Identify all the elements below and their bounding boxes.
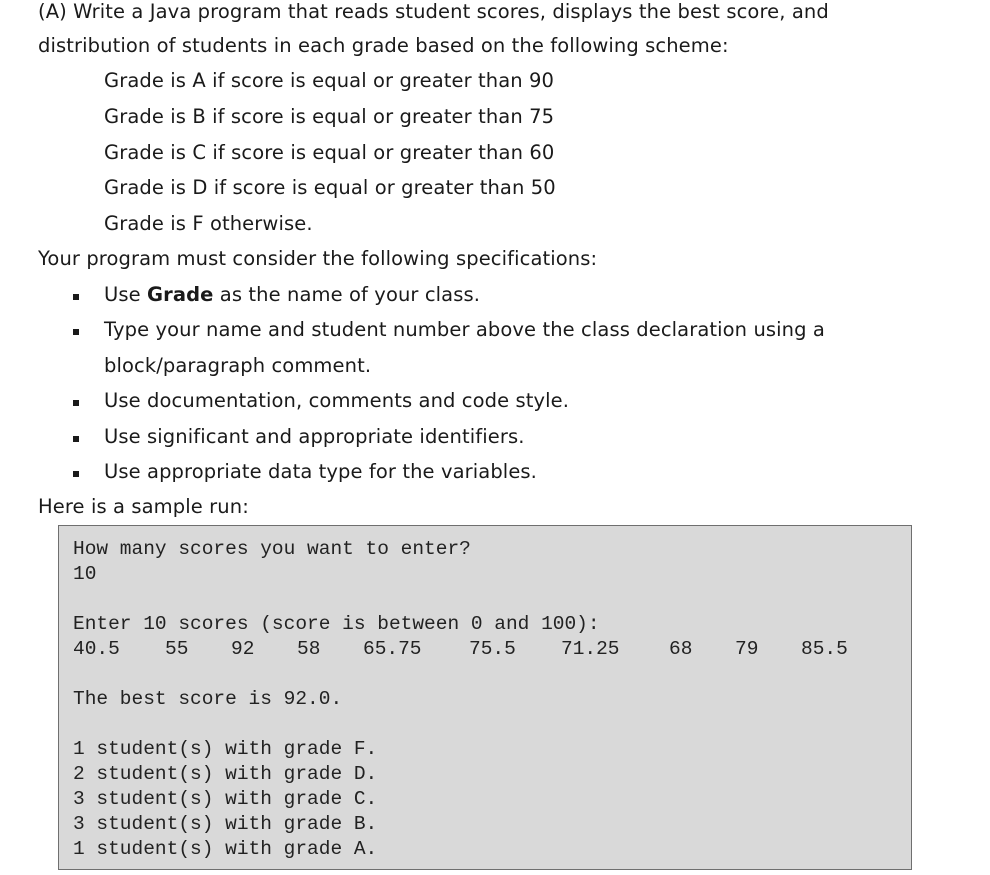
score-value: 68	[669, 638, 693, 660]
bullet-icon	[73, 436, 79, 442]
class-name-bold: Grade	[147, 283, 214, 306]
spec-item-class-name	[104, 283, 480, 307]
console-distribution-b: 3 student(s) with grade B.	[73, 813, 378, 835]
console-scores-input	[73, 637, 893, 661]
spec-item-text: Use	[104, 283, 148, 306]
score-value: 79	[735, 638, 759, 660]
spec-item-data-types: Use appropriate data type for the variables.	[104, 460, 537, 483]
grade-rule-b: Grade is B if score is equal or greater than 75	[104, 105, 555, 128]
intro-line-2: distribution of students in each grade based on the following scheme:	[38, 34, 729, 57]
console-prompt-scores: Enter 10 scores (score is between 0 and 100):	[73, 613, 600, 635]
intro-line-1: (A) Write a Java program that reads student scores, displays the best score, and	[38, 0, 829, 23]
sample-run-console	[58, 525, 912, 870]
score-value: 85.5	[801, 638, 848, 660]
grade-rule-c: Grade is C if score is equal or greater than 60	[104, 141, 555, 164]
score-value: 40.5	[73, 638, 120, 660]
score-value: 71.25	[561, 638, 620, 660]
bullet-icon	[73, 329, 79, 335]
score-value: 55	[165, 638, 189, 660]
sample-run-heading: Here is a sample run:	[38, 495, 249, 518]
console-prompt-count: How many scores you want to enter?	[73, 538, 471, 560]
spec-item-comment-line-1: Type your name and student number above the class declaration using a	[104, 318, 825, 341]
bullet-icon	[73, 294, 79, 300]
score-value: 92	[231, 638, 255, 660]
score-value: 58	[297, 638, 321, 660]
spec-item-comment-line-2: block/paragraph comment.	[104, 354, 372, 377]
grade-rule-f: Grade is F otherwise.	[104, 212, 313, 235]
console-best-score: The best score is 92.0.	[73, 688, 343, 710]
grade-rule-a: Grade is A if score is equal or greater than 90	[104, 69, 555, 92]
spec-item-text: as the name of your class.	[213, 283, 481, 306]
console-count-input: 10	[73, 563, 97, 585]
bullet-icon	[73, 400, 79, 406]
spec-heading: Your program must consider the following specifications:	[38, 247, 598, 270]
spec-item-documentation: Use documentation, comments and code style.	[104, 389, 570, 412]
score-value: 75.5	[469, 638, 516, 660]
bullet-icon	[73, 471, 79, 477]
spec-item-identifiers: Use significant and appropriate identifiers.	[104, 425, 525, 448]
console-distribution-f: 1 student(s) with grade F.	[73, 738, 378, 760]
score-value: 65.75	[363, 638, 422, 660]
grade-rule-d: Grade is D if score is equal or greater than 50	[104, 176, 556, 199]
console-distribution-c: 3 student(s) with grade C.	[73, 788, 378, 810]
console-distribution-d: 2 student(s) with grade D.	[73, 763, 378, 785]
console-distribution-a: 1 student(s) with grade A.	[73, 838, 378, 860]
